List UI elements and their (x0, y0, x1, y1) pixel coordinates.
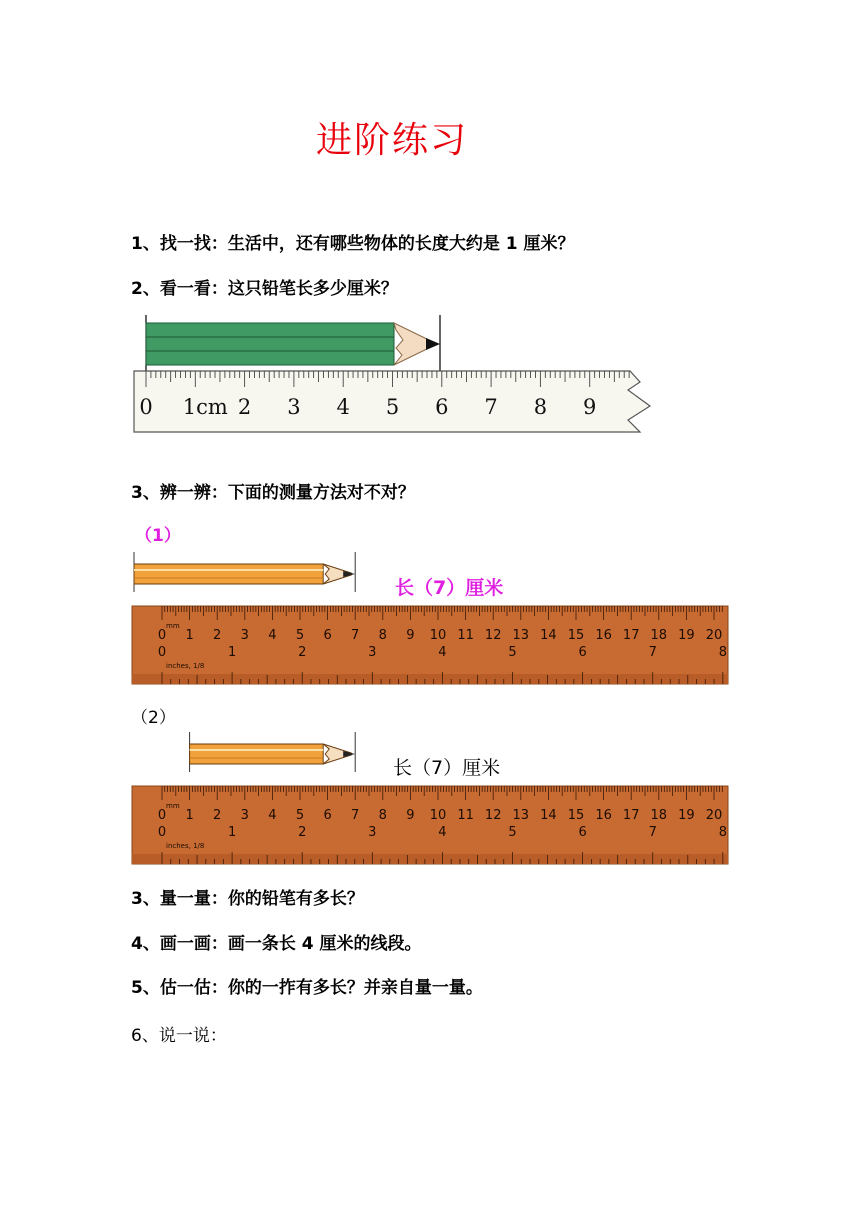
cm-label: 4 (268, 628, 277, 643)
inch-label: 6 (578, 825, 587, 840)
inch-label: 2 (298, 645, 307, 660)
cm-label: 14 (540, 808, 557, 823)
cm-label: 6 (323, 808, 332, 823)
question-3b: 3、量一量：你的铅笔有多长？ (131, 889, 364, 909)
question-1: 1、找一找：生活中，还有哪些物体的长度大约是 1 厘米？ (131, 234, 575, 254)
cm-label: 8 (378, 808, 387, 823)
cm-label: 20 (705, 808, 723, 823)
question-2: 2、看一看：这只铅笔长多少厘米？ (131, 279, 398, 299)
ruler-label: 8 (533, 395, 548, 419)
ruler-label: 1cm (182, 395, 228, 419)
cm-label: 1 (185, 808, 194, 823)
cm-label: 15 (567, 808, 585, 823)
inch-label: 2 (298, 825, 307, 840)
inch-label: 0 (157, 645, 167, 660)
ruler-label: 6 (435, 395, 449, 419)
cm-label: 12 (484, 628, 502, 643)
case-1-label: （1） (135, 526, 181, 546)
mm-unit-label: mm (166, 622, 180, 630)
cm-label: 13 (512, 628, 530, 643)
cm-label: 12 (484, 808, 502, 823)
cm-label: 10 (429, 628, 447, 643)
cm-label: 18 (650, 628, 668, 643)
cm-label: 15 (567, 628, 585, 643)
page-title: 进阶练习 (315, 120, 468, 161)
cm-label: 0 (157, 808, 167, 823)
inch-unit-label: inches, 1/8 (166, 842, 205, 850)
question-6: 6、说一说： (131, 1026, 227, 1046)
ruler-edge (132, 854, 728, 864)
cm-label: 17 (622, 628, 640, 643)
cm-label: 8 (378, 628, 387, 643)
inch-label: 8 (718, 825, 727, 840)
case-1-figure (0, 552, 860, 692)
ruler-label: 0 (139, 395, 153, 419)
cm-label: 17 (622, 808, 640, 823)
cm-label: 13 (512, 808, 530, 823)
cm-label: 9 (406, 628, 415, 643)
cm-label: 14 (540, 628, 557, 643)
inch-label: 1 (227, 825, 237, 840)
inch-label: 8 (718, 645, 727, 660)
cm-label: 16 (595, 808, 612, 823)
cm-label: 11 (457, 628, 474, 643)
green-pencil (146, 323, 440, 365)
cm-label: 3 (240, 628, 249, 643)
cm-label: 5 (295, 628, 305, 643)
inch-label: 6 (578, 645, 587, 660)
wooden-ruler (132, 606, 728, 684)
case-2-answer: 长（7）厘米 (393, 757, 501, 779)
inch-label: 4 (438, 825, 447, 840)
cm-label: 7 (351, 628, 360, 643)
case-2-figure (0, 732, 860, 872)
cm-label: 2 (213, 628, 222, 643)
cm-label: 4 (268, 808, 277, 823)
cm-label: 2 (213, 808, 222, 823)
ruler-label: 5 (385, 395, 400, 419)
pencil-ruler-figure (0, 310, 860, 460)
cm-label: 6 (323, 628, 332, 643)
inch-label: 0 (157, 825, 167, 840)
question-4: 4、画一画：画一条长 4 厘米的线段。 (131, 934, 422, 954)
cm-label: 19 (678, 808, 695, 823)
ruler-label: 2 (237, 395, 252, 419)
orange-pencil (190, 732, 356, 772)
wooden-ruler (132, 786, 728, 864)
inch-label: 3 (368, 645, 377, 660)
inch-label: 3 (368, 825, 377, 840)
case-1-answer: 长（7）厘米 (395, 577, 504, 599)
cm-label: 11 (457, 808, 474, 823)
inch-label: 7 (648, 645, 657, 660)
cm-label: 5 (295, 808, 305, 823)
cm-label: 10 (429, 808, 447, 823)
question-5: 5、估一估：你的一拃有多长？并亲自量一量。 (131, 978, 483, 998)
orange-pencil (134, 552, 355, 592)
inch-label: 7 (648, 825, 657, 840)
cm-label: 3 (240, 808, 249, 823)
ruler-label: 3 (287, 395, 301, 419)
cm-label: 7 (351, 808, 360, 823)
ruler-edge (132, 674, 728, 684)
cm-label: 18 (650, 808, 668, 823)
cm-label: 19 (678, 628, 695, 643)
inch-unit-label: inches, 1/8 (166, 662, 205, 670)
mm-unit-label: mm (166, 802, 180, 810)
cm-label: 16 (595, 628, 612, 643)
question-3a: 3、辨一辨：下面的测量方法对不对？ (131, 483, 415, 503)
cm-label: 9 (406, 808, 415, 823)
ruler-label: 4 (336, 395, 350, 419)
cm-label: 0 (157, 628, 167, 643)
cm-label: 20 (705, 628, 723, 643)
ruler-label: 7 (484, 395, 498, 419)
inch-label: 5 (508, 825, 517, 840)
ruler-label: 9 (583, 395, 597, 419)
inch-label: 4 (438, 645, 447, 660)
inch-label: 1 (227, 645, 237, 660)
case-2-label: （2） (131, 708, 176, 728)
cm-label: 1 (185, 628, 194, 643)
inch-label: 5 (508, 645, 517, 660)
